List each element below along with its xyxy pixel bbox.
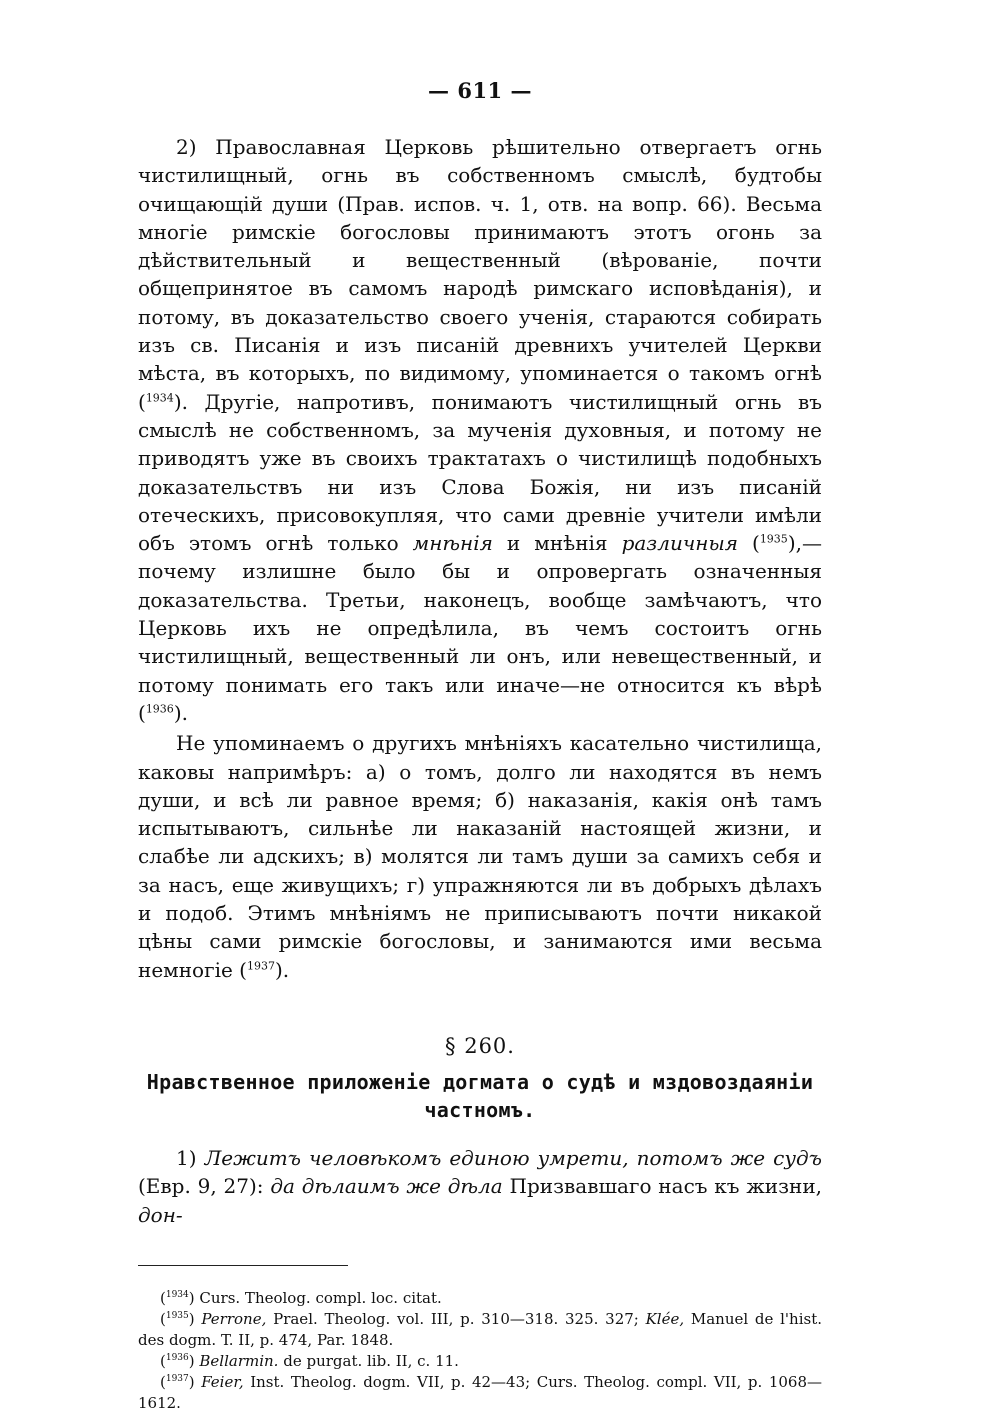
section-number: § 260.	[445, 1033, 515, 1058]
footnote-1934: ($^{1934}$) Curs. Theolog. compl. loc. citat.	[160, 1288, 442, 1307]
footnote-text: Prael. Theolog. vol. III, p. 310—318. 325. 327;	[266, 1309, 646, 1328]
book-page	[138, 72, 822, 1414]
footnote-number: 1936	[165, 1352, 189, 1363]
footnote-ref-1935: 1935	[759, 532, 788, 546]
footnote-1935: ($^{1935}$) Perrone, Prael. Theolog. vol. III, p. 310—318. 325. 327; Klée, Manuel de l'hist. des dogm. T. II, p. 474, Par. 1848.	[138, 1309, 823, 1349]
footnote-ref-1934: 1934	[145, 391, 174, 405]
paragraph-text: и мнѣнія	[492, 531, 622, 556]
paragraph-text: 1)	[176, 1145, 205, 1170]
footnote-ref-1937: 1937	[246, 958, 275, 972]
footnote-text: Manuel de l'hist. des dogm. T. II, p. 474, Par. 1848.	[138, 1309, 823, 1349]
section-title: Нравственное приложеніе догмата о судѣ и мздовоздаяніи частномъ.	[146, 1069, 814, 1122]
paragraph-text: 2) Православная Церковь рѣшительно отвергаетъ огнь чистилищный, огнь въ собственномъ смыслѣ, будтобы очищающій души (Прав. испов. ч. 1, отв. на вопр. 66). Весьма многіе римскіе богословы принимаютъ этотъ огонь за дѣйствительный и вещественный (вѣрованіе, почти общепринятое въ самомъ народѣ римскаго исповѣданія), и потому, въ доказательство своего ученія, стараются собирать изъ св. Писанія и изъ писаній древнихъ учителей Церкви мѣста, въ которыхъ, по видимому, упоминается о такомъ огнѣ (	[138, 135, 822, 414]
footnote-1936: ($^{1936}$) Bellarmin. de purgat. lib. II, c. 11.	[160, 1351, 459, 1370]
footnotes	[138, 1288, 822, 1414]
paragraph-text: ),—почему излишне было бы и опровергать означенныя доказательства. Третьи, наконецъ, вообще замѣчаютъ, что Церковь ихъ не опредѣлила, въ чемъ состоитъ огнь чистилищный, вещественный ли онъ, или невещественный, и потому понимать его такъ или иначе—не относится къ вѣрѣ (	[138, 531, 822, 725]
emphasis-text: Лежитъ человѣкомъ единою умрети, потомъ же судъ	[204, 1145, 822, 1170]
paragraph-moral-application	[138, 1144, 822, 1229]
page-number: — 611 —	[428, 78, 532, 103]
footnote-text: de purgat. lib. II, c. 11.	[278, 1351, 459, 1370]
emphasis-text: различныя	[621, 531, 738, 556]
footnote-1937: ($^{1937}$) Feier, Inst. Theolog. dogm. VII, p. 42—43; Curs. Theolog. compl. VII, p. 1068—1612.	[138, 1372, 822, 1412]
paragraph-text: ). Другіе, напротивъ, понимаютъ чистилищный огнь въ смыслѣ не собственномъ, за мученія духовныя, и потому не приводятъ уже въ своихъ трактатахъ о чистилищѣ подобныхъ доказательствъ ни изъ Слова Божія, ни изъ писаній отеческихъ, присовокупляя, что сами древніе учители имѣли объ этомъ огнѣ только	[138, 389, 822, 556]
emphasis-text: дон-	[138, 1202, 183, 1227]
footnote-ref-1936: 1936	[145, 702, 174, 716]
paragraph-text: ).	[274, 957, 290, 982]
footnote-author: Perrone,	[201, 1309, 267, 1328]
emphasis-text: мнѣнія	[412, 531, 493, 556]
footnote-author: Bellarmin.	[199, 1351, 279, 1370]
footnote-number: 1934	[165, 1289, 189, 1300]
footnote-number: 1937	[165, 1373, 189, 1384]
footnote-author: Feier,	[201, 1372, 244, 1391]
footnote-number: 1935	[165, 1310, 189, 1321]
paragraph-text: (	[737, 531, 760, 556]
emphasis-text: да дѣлаимъ же дѣла	[270, 1174, 503, 1199]
paragraph-text: (Евр. 9, 27):	[138, 1174, 271, 1199]
paragraph-text: Призвавшаго насъ къ жизни,	[502, 1174, 823, 1199]
footnote-divider	[138, 1265, 348, 1266]
footnote-text: Curs. Theolog. compl. loc. citat.	[199, 1288, 442, 1307]
paragraph-purgatory-fire	[138, 133, 822, 727]
footnote-text: Inst. Theolog. dogm. VII, p. 42—43; Curs. Theolog. compl. VII, p. 1068—1612.	[138, 1372, 822, 1412]
paragraph-text: Не упоминаемъ о другихъ мнѣніяхъ касательно чистилища, каковы напримѣръ: а) о томъ, долго ли находятся въ немъ души, и всѣ ли равное время; б) наказанія, какія онѣ тамъ испытываютъ, сильнѣе ли наказаній настоящей жизни, и слабѣе ли адскихъ; в) молятся ли тамъ души за самихъ себя и за насъ, еще живущихъ; г) упражняются ли въ добрыхъ дѣлахъ и подоб. Этимъ мнѣніямъ не приписываютъ почти никакой цѣны сами римскіе богословы, и занимаются ими весьма немногіе (	[138, 731, 822, 982]
footnote-author: Klée,	[645, 1309, 685, 1328]
paragraph-other-opinions	[138, 729, 822, 984]
paragraph-text: ).	[173, 700, 188, 725]
